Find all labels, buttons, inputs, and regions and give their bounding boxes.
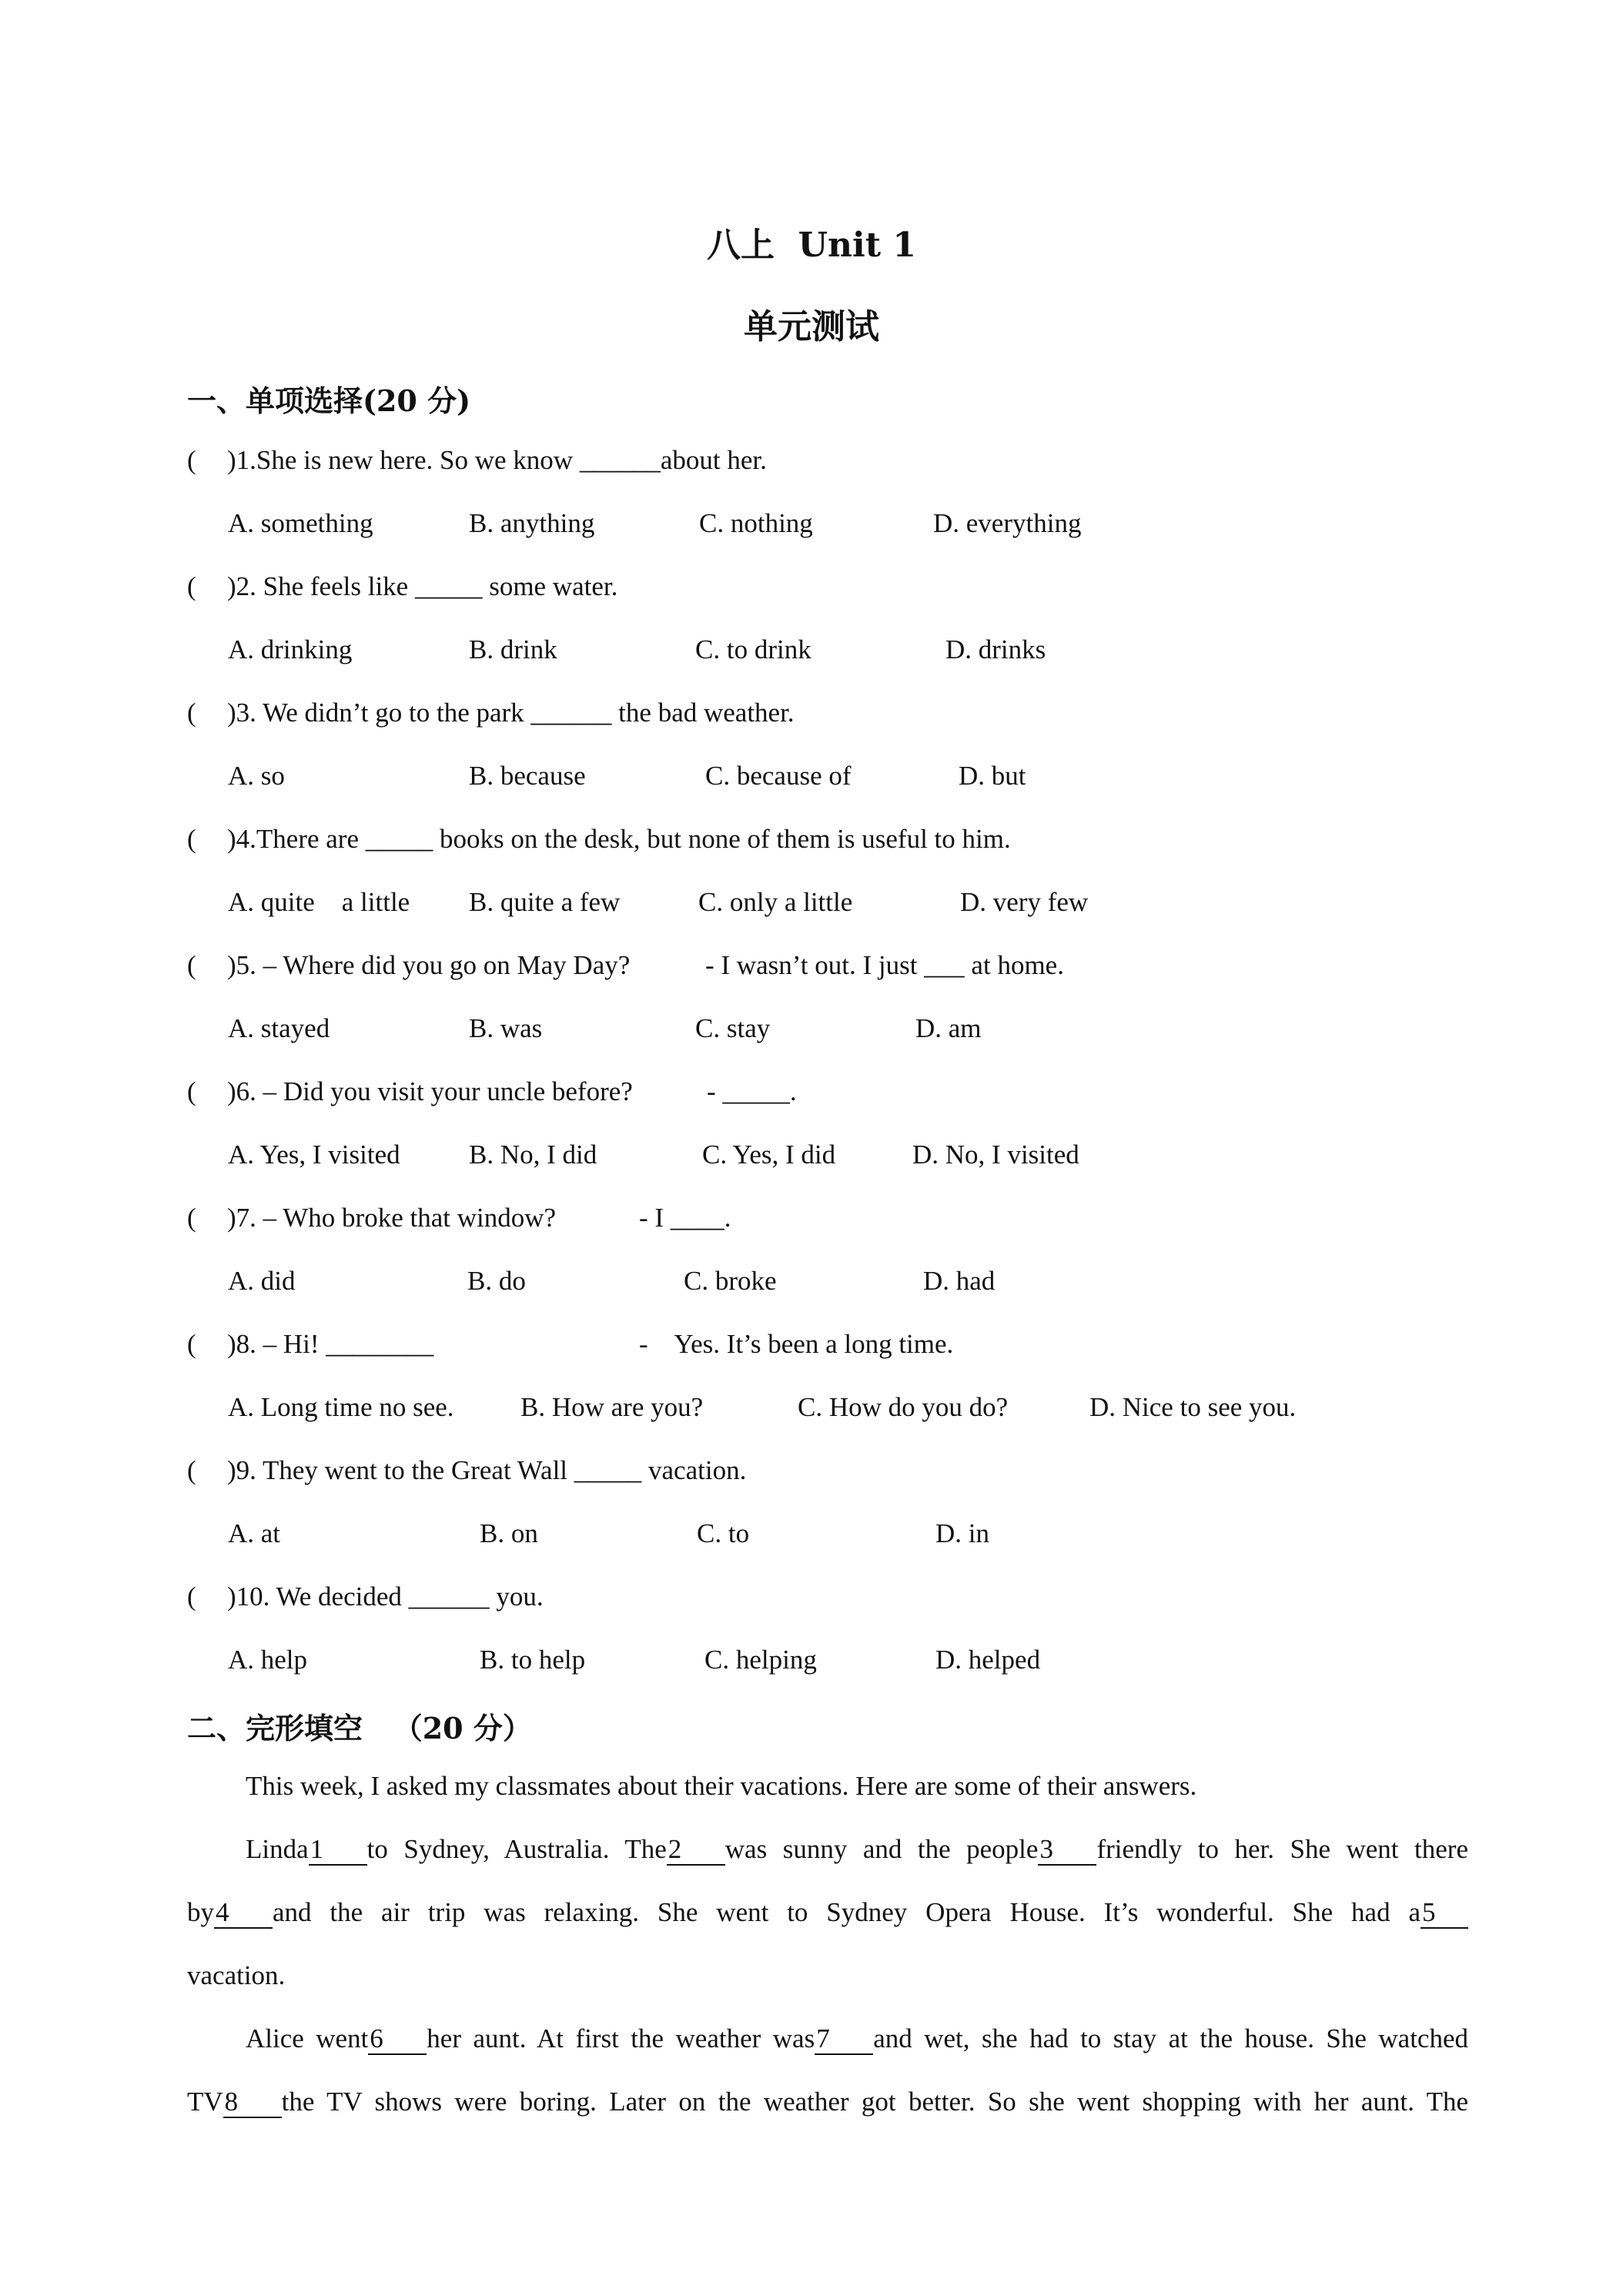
option-d: D. drinks	[945, 634, 1046, 664]
answer-paren[interactable]: (	[187, 571, 196, 601]
question-stem: )8. – Hi! ________	[227, 1329, 434, 1359]
blank-5[interactable]: 5	[1421, 1899, 1468, 1929]
option-d: D. very few	[960, 887, 1089, 917]
option-c: C. only a little	[698, 887, 853, 917]
option-d: D. No, I visited	[912, 1140, 1079, 1170]
blank-3[interactable]: 3	[1038, 1836, 1096, 1866]
option-a: A. Yes, I visited	[228, 1140, 400, 1170]
option-c: C. broke	[684, 1266, 777, 1296]
question-stem: )3. We didn’t go to the park ______ the bad weather.	[227, 698, 795, 728]
blank-7[interactable]: 7	[815, 2025, 873, 2055]
option-d: D. everything	[933, 508, 1082, 538]
option-a: A. help	[228, 1645, 308, 1675]
passage-line: Linda1 to Sydney, Australia. The2 was sunny and the people3 friendly to her. She went there	[246, 1834, 1468, 1864]
option-c: C. helping	[704, 1645, 817, 1675]
answer-paren[interactable]: (	[187, 1455, 196, 1485]
answer-paren[interactable]: (	[187, 698, 196, 728]
answer-paren[interactable]: (	[187, 1076, 196, 1106]
option-c: C. nothing	[699, 508, 813, 538]
option-a: A. something	[228, 508, 373, 538]
answer-paren[interactable]: (	[187, 445, 196, 475]
passage-line: TV8 the TV shows were boring. Later on the weather got better. So she went shopping with her aunt. The	[187, 2087, 1468, 2117]
question-reply: - _____.	[707, 1076, 797, 1106]
option-a: A. Long time no see.	[228, 1392, 454, 1422]
question-3	[187, 698, 795, 728]
section2-heading: 二、完形填空 （20 分）	[187, 1711, 532, 1745]
option-b: B. anything	[469, 508, 595, 538]
option-c: C. stay	[695, 1013, 771, 1043]
question-8	[187, 1329, 433, 1360]
question-stem: )5. – Where did you go on May Day?	[227, 950, 631, 980]
option-d: D. Nice to see you.	[1089, 1392, 1297, 1422]
question-6	[187, 1076, 633, 1107]
question-stem: )9. They went to the Great Wall _____ vacation.	[227, 1455, 747, 1485]
option-d: D. helped	[935, 1645, 1041, 1675]
option-a: A. at	[228, 1518, 281, 1548]
answer-paren[interactable]: (	[187, 824, 196, 854]
question-stem: )10. We decided ______ you.	[227, 1581, 544, 1612]
option-c: C. Yes, I did	[702, 1140, 836, 1170]
option-b: B. quite a few	[469, 887, 621, 917]
answer-paren[interactable]: (	[187, 1581, 196, 1612]
option-c: C. How do you do?	[798, 1392, 1009, 1422]
section1-heading: 一、单项选择(20 分)	[187, 383, 471, 418]
option-d: D. in	[935, 1518, 989, 1548]
blank-1[interactable]: 1	[309, 1836, 367, 1866]
option-b: B. No, I did	[469, 1140, 597, 1170]
option-c: C. to	[697, 1518, 750, 1548]
passage-line: Alice went6 her aunt. At first the weather was7 and wet, she had to stay at the house. She watched	[246, 2023, 1469, 2053]
option-c: C. because of	[705, 761, 852, 791]
question-stem: )4.There are _____ books on the desk, but none of them is useful to him.	[227, 824, 1011, 854]
question-reply: - Yes. It’s been a long time.	[639, 1329, 954, 1359]
question-1	[187, 445, 767, 476]
blank-6[interactable]: 6	[368, 2025, 427, 2055]
option-b: B. drink	[469, 634, 557, 664]
option-a: A. did	[228, 1266, 296, 1296]
blank-2[interactable]: 2	[667, 1836, 725, 1866]
blank-8[interactable]: 8	[223, 2088, 282, 2118]
question-stem: )7. – Who broke that window?	[227, 1203, 557, 1233]
answer-paren[interactable]: (	[187, 950, 196, 980]
option-b: B. to help	[480, 1645, 586, 1675]
question-10	[187, 1581, 544, 1612]
answer-paren[interactable]: (	[187, 1203, 196, 1233]
page-title: 八上 Unit 1	[707, 226, 916, 265]
option-b: B. How are you?	[520, 1392, 704, 1422]
option-a: A. drinking	[228, 634, 353, 664]
option-a: A. stayed	[228, 1013, 330, 1043]
option-a: A. so	[228, 761, 285, 791]
answer-paren[interactable]: (	[187, 1329, 196, 1359]
option-c: C. to drink	[695, 634, 812, 664]
option-d: D. had	[923, 1266, 996, 1296]
question-4	[187, 824, 1011, 855]
blank-4[interactable]: 4	[214, 1899, 273, 1929]
option-a: A. quite a little	[228, 887, 410, 917]
page-subtitle: 单元测试	[744, 307, 879, 346]
option-d: D. am	[915, 1013, 982, 1043]
option-b: B. on	[480, 1518, 538, 1548]
option-d: D. but	[959, 761, 1026, 791]
question-stem: )6. – Did you visit your uncle before?	[227, 1076, 633, 1106]
passage-line: vacation.	[187, 1960, 286, 1990]
question-reply: - I wasn’t out. I just ___ at home.	[705, 950, 1064, 980]
option-b: B. was	[469, 1013, 543, 1043]
question-stem: )1.She is new here. So we know ______about her.	[227, 445, 767, 475]
question-2	[187, 571, 617, 602]
option-b: B. do	[467, 1266, 526, 1296]
passage-intro: This week, I asked my classmates about their vacations. Here are some of their answers.	[246, 1771, 1197, 1801]
option-b: B. because	[469, 761, 586, 791]
passage-line: by4 and the air trip was relaxing. She went to Sydney Opera House. It’s wonderful. She had a5	[187, 1897, 1468, 1929]
question-stem: )2. She feels like _____ some water.	[227, 571, 618, 601]
question-7	[187, 1203, 556, 1233]
question-5	[187, 950, 630, 981]
question-9	[187, 1455, 746, 1486]
question-reply: - I ____.	[639, 1203, 731, 1233]
